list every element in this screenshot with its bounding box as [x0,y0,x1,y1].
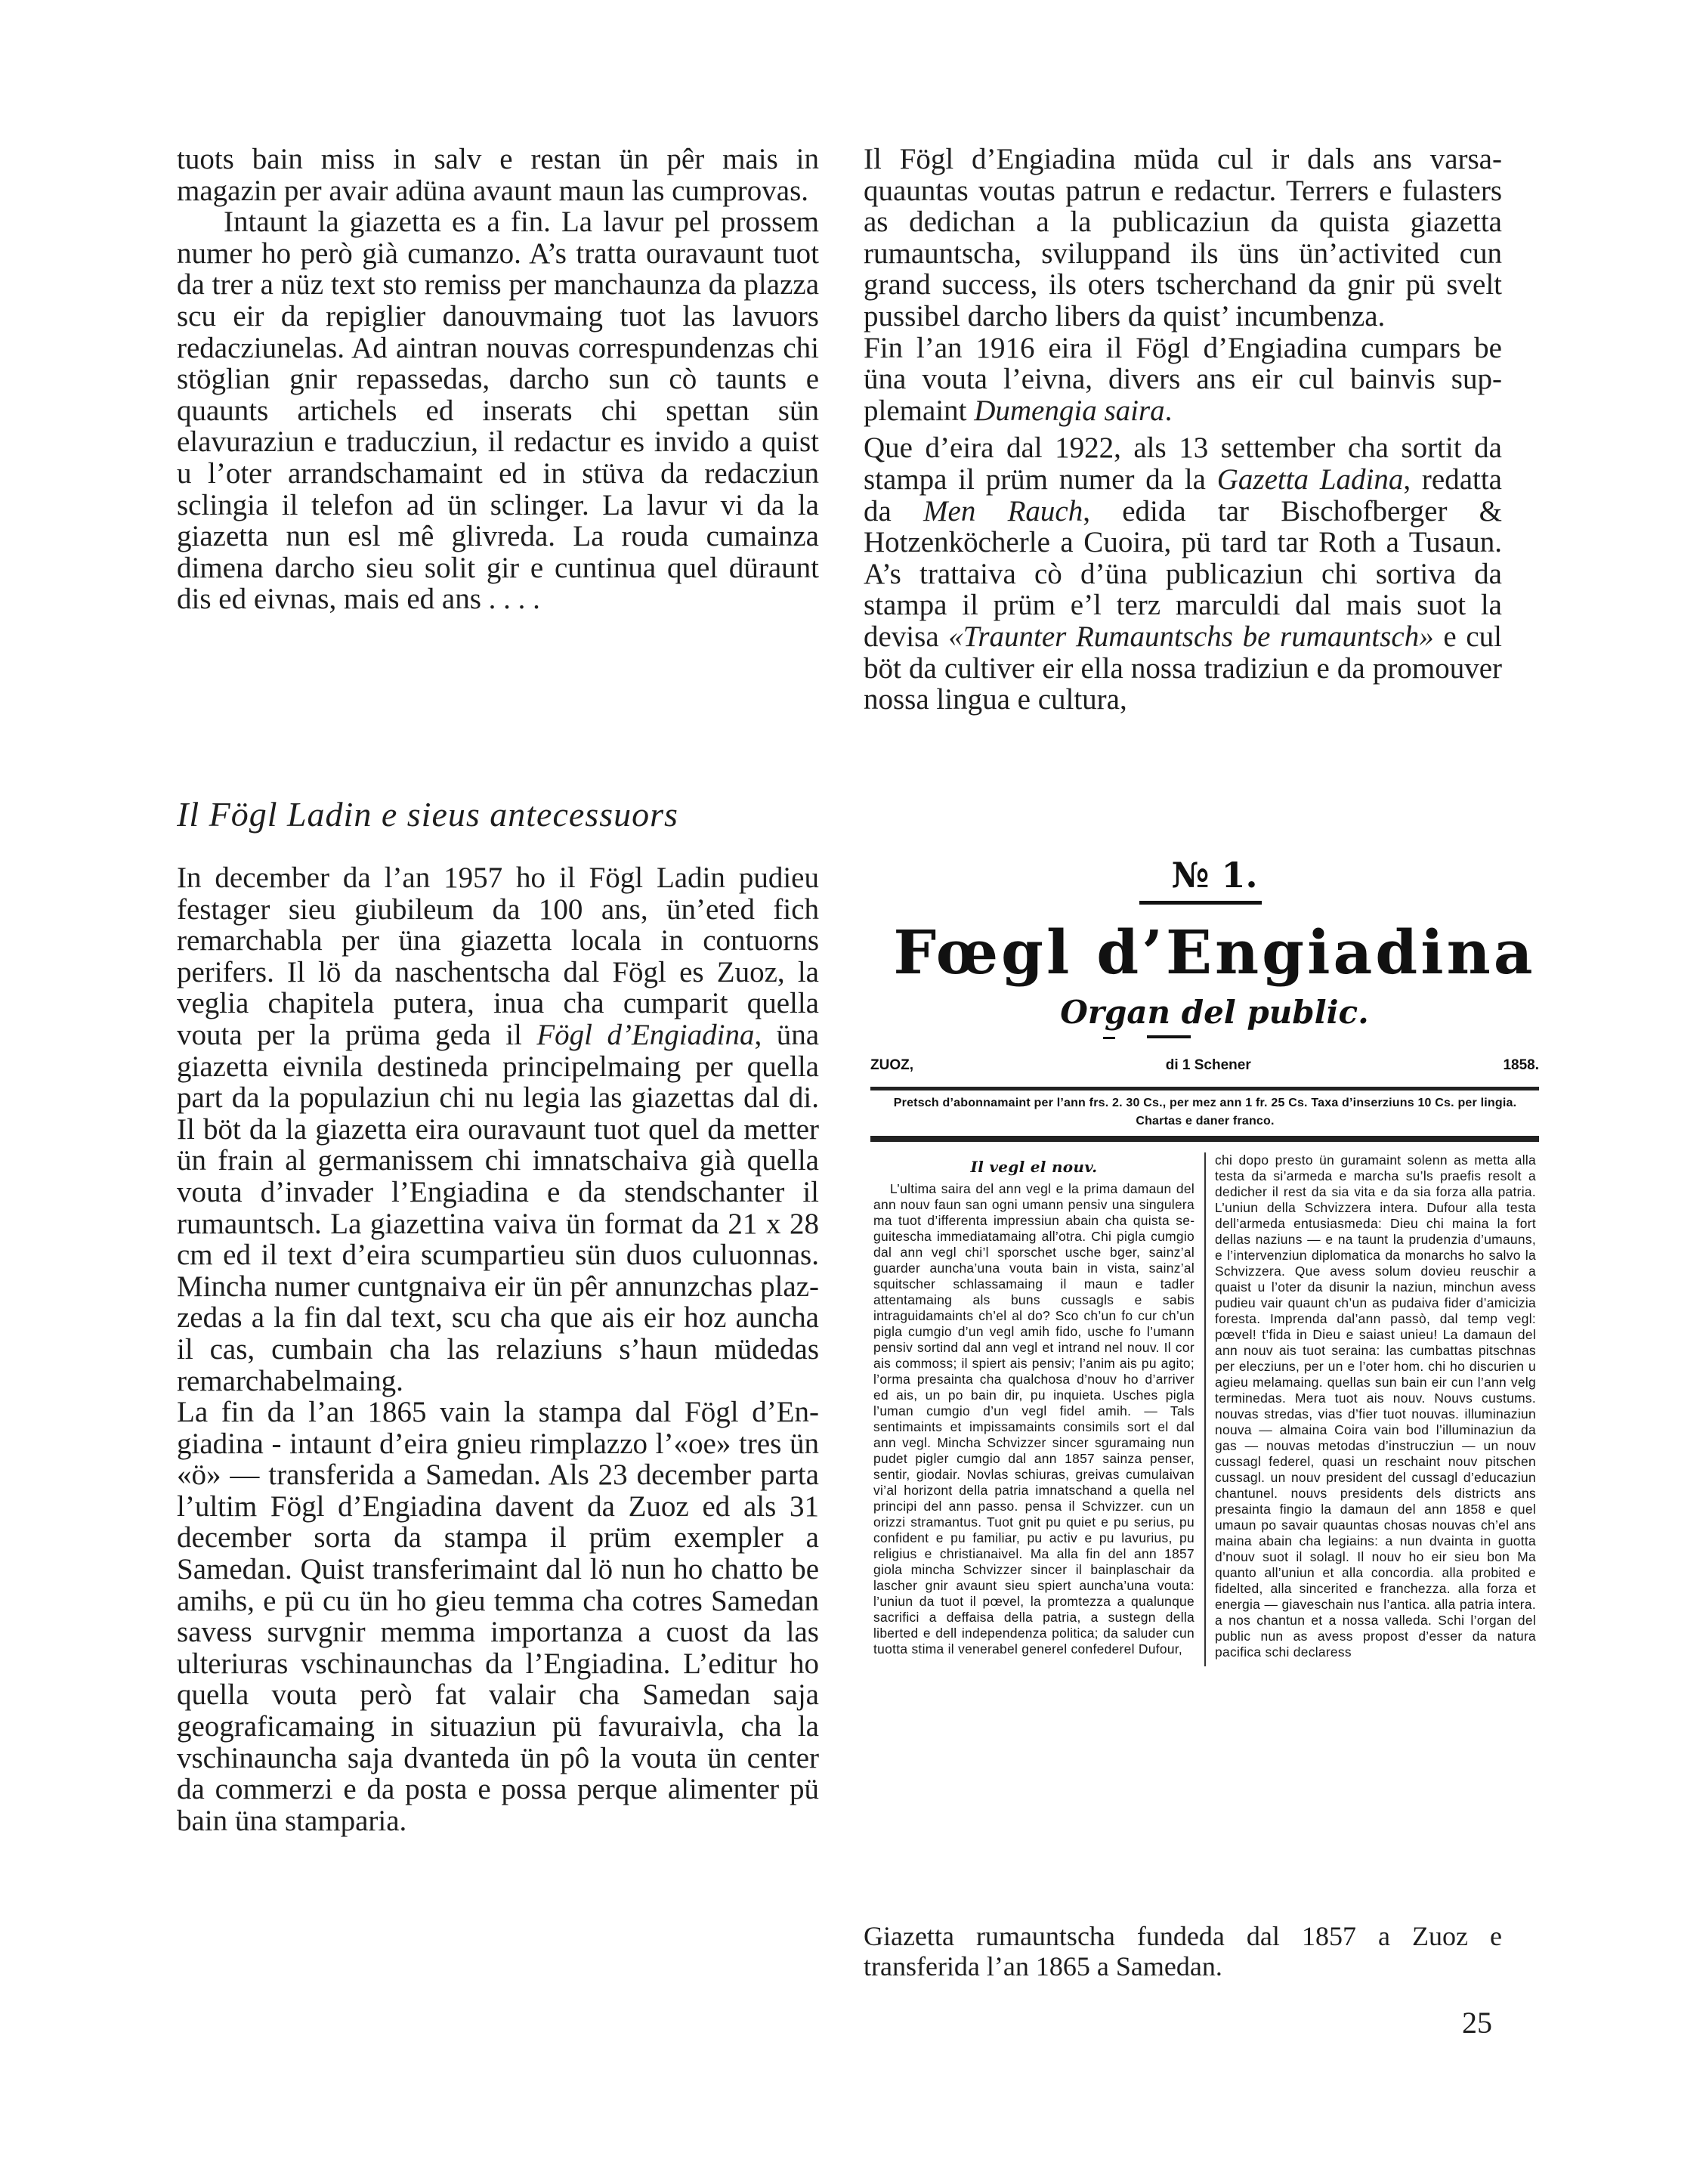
section-body [177,862,819,2041]
text-run: , edida tar Bischofberger & Hotzenköcherle a Cuoira, pü tard tar Roth a Tusaun. A’s trattaiva cò d’üna publicaziun chi sortiva da stampa il prüm e’l terz marculdi dal mais suot la devisa [864,494,1502,653]
dateline-date: di 1 Schener [1165,1057,1251,1073]
article-text: chi dopo presto ün guramaint solenn as metta alla testa da si’armeda e marcha su’ls praefis resolt a dedicher il rest da sia vita e da sia forza alla patria. L’uniun della Schvizzera intera. Dufour alla testa dell’armeda entusiasmeda: Dieu chi maina la fort dellas naziuns — e na taunt la prudenzia d’umauns, e l’intervenziun diplomatica da monarchs ho salvo la Schvizzera. Que avess solum dovieu reuschir a quaist u l’oter da disunir la naziun, minchun avess pudieu vair quaunt ch’un as pudaiva fider d’amicizia foresta. Imprenda dal’ann passò, dal temp vegl: pœvel! t’fida in Dieu e saiast unieu! La damaun del ann nouv ais tuot seraina: las cumbattas pitschnas per elecziuns, per un e l’oter hom. chi ho discurien u agieu melamaing. quellas sun bain eir cun l’ann velg terminedas. Mera tuot ais nouv. Nouvs custums. nouvas stredas, vias d’fier tuot nouvas. illuminaziun nouva — almaina Coira vain bod l’illuminaziun da gas — nouvas metodas d’instrucziun — un nouv cussagl federel, quasi un reschaint nouv pitschen cussagl. un nouv president del cussagl d’educaziun chantunel. nouvs presidents dels districts ans presainta fingio la damaun del ann 1858 e quel umaun po savair quauntas chosas nouvas ch’el ans maina abain cha legiains: a nun dvainta in guotta d’nouv suot il solagl. Il nouv ho eir sieu bon Ma quanto all’uniun et alla concordia. alla probited e fidelted, alla sincerited e franchezza. alla forza et energia — giaveschain nus l’antica. alla patria intera. a nos chantun et a nossa valleda. Schi l’organ del public nun as avess propost d’esser da natura pacifica schi declaress [1215,1152,1536,1660]
divider [1139,901,1262,905]
masthead-title: Fœgl d’Engiadina [893,917,1536,988]
paragraph [177,862,819,1397]
text-run: Fin l’an 1916 eira il Fögl d’Engiadina cumpars be üna vouta l’eivna, divers ans eir cul bainvis supplemaint [864,331,1502,427]
paragraph: La fin da l’an 1865 vain la stampa dal Fögl d’Engiadina - intaunt d’eira gnieu rimplazzo l’«oe» tres ün «ö» — transferida a Samedan. Als 23 december parta l’ultim Fögl d’Engiadina davent da Zuoz ed als 31 december sorta da stampa il prüm exempler a Samedan. Quist transferimaint dal lö nun ho chatto be amihs, e pü cu ün ho gieu temma cha cotres Samedan savess survgnir memma importanza a cuost da las ulteriuras vschinaunchas da l’Engiadina. L’editur ho quella vouta però fat valair cha Samedan saja geograficamaing in situaziun pü favuraivla, cha la vschinauncha saja dvanteda ün pô la vouta ün center da commerzi e da posta e possa perque alimenter pü bain üna stamparia. [177,1396,819,1837]
ornament-rule [1147,1035,1191,1038]
ornament-rule [1103,1037,1115,1039]
divider [870,1136,1539,1142]
text-run: . [1164,394,1173,427]
text-run: Que d’eira dal 1922, als 13 settember cha sortit da stampa il prüm numer da la [864,432,1502,496]
supplement-name-italic: Dumengia saira [974,394,1165,427]
divider [870,1087,1539,1090]
masthead-subtitle: Organ del public. [1060,994,1369,1031]
newspaper-name-italic: Fögl d’Engiadina [536,1018,755,1051]
right-column-text [864,144,1502,824]
article-heading: Il vegl el nouv. [970,1158,1098,1176]
newspaper-column-1 [873,1152,1195,1901]
paragraph: Il Fögl d’Engiadina müda cul ir dals ans varsaquauntas voutas patrun e redactur. Terrers e fulasters as dedichan a la publicaziun da quista giazetta rumauntscha, sviluppand ils üns ün’activited cun grand success, ils oters tscherchand da gnir pü svelt pussibel darcho libers da quist’ incumbenza. [864,144,1502,333]
text-run: , redatta da [864,462,1502,527]
dateline [870,1056,1539,1075]
page-number: 25 [1462,2006,1492,2040]
motto-italic: «Traunter Rumauntschs be rumauntsch» [948,620,1434,653]
figure-caption: Giazetta rumauntscha fundeda dal 1857 a Zuoz e transferida l’an 1865 a Samedan. [864,1921,1502,1981]
text-run: e cul böt da cultiver eir ella nossa tradiziun e da promouver nossa lingua e cultura, [864,620,1502,716]
left-column-text [177,144,819,733]
newspaper-column-2 [1215,1152,1536,1901]
article-text: L’ultima saira del ann vegl e la prima damaun del ann nouv faun san ogni umann pensiv una singulera ma tuot d’ifferenta impressiun abain cha quista seguitescha immediatamaing all’otra. Chi pigla cumgio dal ann vegl chi’l sporschet usche bger, sainz’al guarder auncha’una vouta bain in vista, sainz’al squitscher schlassamaing il maun e tadler attentamaing als buns cussagls e sabis intraguidamaints ch’el al do? Sco ch’un fo cur ch’un pigla cumgio d’un vegl amih fido, usche fo l’umann pensiv sortind dal ann vegl et intrand nel nouv. Il cor ais commoss; il spiert ais pensiv; l’anim ais pu agito; l’orma presainta cha qualchosa d’nouv ho d’arriver ed ais, un po bain dir, pu inquieta. Usches pigla l’uman cumgio d’un vegl fidel amih. — Tals sentimaints et impissamaints consimils sort el dal ann vegl. Mincha Schvizzer sincer sguramaing nun pudet pigler cumgio dal ann 1857 sainza penser, sentir, giodair. Novlas schiuras, greivas cumulaivan vi’al horizont della patria imnatschand a quella nel principi del ann passo. pensa il Schvizzer. cun un orizzi stramantus. Tuot gnit pu quiet e pu serius, pu confident e pu familiar, pu activ e pu lavurius, pu religius e christianaivel. Ma alla fin del ann 1857 giola mincha Schvizzer sincer il bainplaschair da lascher gnir avaunt sieu spiert auncha’una vouta: l’uniun da tuot il pœvel, la promtezza a qualunque sacrifici a deffaisa della patria, a sustegn della liberted e dell independenza politica; da saluder cun tuotta stima il venerabel generel confederel Dufour, [873,1181,1195,1657]
paragraph [864,432,1502,715]
editor-name-italic: Men Rauch [923,494,1083,527]
newspaper-facsimile [861,846,1568,1908]
paragraph: tuots bain miss in salv e restan ün pêr mais in magazin per avair adüna avaunt maun las cumprovas. [177,144,819,207]
text-run: In december da l’an 1957 ho il Fögl Ladin pudieu festager sieu giubileum da 100 ans, ün’eted fich remarchabla per üna giazetta locala in contuorns perifers. Il lö da naschentscha dal Fögl es Zuoz, la veglia chapitela putera, inua cha cumparit quella vouta per la prüma geda il [177,862,819,1051]
subscription-price-line: Pretsch d’abonnamaint per l’ann frs. 2. 30 Cs., per mez ann 1 fr. 25 Cs. Taxa d’inserziuns 10 Cs. per lingia. Chartas e daner franco. [893,1097,1517,1128]
dateline-year: 1858. [1503,1057,1539,1073]
paragraph: Intaunt la giazetta es a fin. La lavur pel prossem numer ho però già cumanzo. A’s tratta ouravaunt tuot da trer a nüz text sto remiss per manchaunza da plazza scu eir da repiglier danouvmaing tuot las lavuors redacziunelas. Ad aintran nouvas correspundenzas chi stöglian gnir repassedas, darcho sun cò taunts e quaunts artichels ed inserats chi spettan sün elavuraziun e traducziun, il redactur es invido a quist u l’oter arrandschamaint ed in stüva da redacziun sclingia il telefon ad ün sclinger. La lavur vi da la giazetta nun esl mê glivreda. La rouda cumainza dimena darcho sieu solit gir e cuntinua quel düraunt dis ed eivnas, mais ed ans . . . . [177,206,819,616]
dateline-place: ZUOZ, [870,1057,913,1073]
section-heading: Il Fögl Ladin e sieus antecessuors [177,795,678,834]
paragraph [864,333,1502,427]
issue-number: № 1. [1171,855,1258,896]
newspaper-name-italic: Gazetta Ladina [1216,462,1404,496]
newspaper-columns [873,1152,1542,1901]
text-run: , üna giazetta eivnila destineda principelmaing per quella part da la populaziun chi nu legia las giazettas dal di. Il böt da la giazetta eira ouravaunt tuot quel da metter ün frain al germanissem chi imnatschaiva già quella vouta d’invader l’Engiadina e da stendschanter il rumauntsch. La giazettina vaiva ün format da 21 x 28 cm ed il text d’eira scumpartieu sün duos culuonnas. Mincha numer cuntgnaiva eir ün pêr annunzchas plazzedas a la fin dal text, scu cha que ais eir hoz auncha il cas, cumbain cha las relaziuns s’haun müdedas remarchabelmaing. [177,1018,819,1397]
column-divider [1204,1152,1206,1666]
